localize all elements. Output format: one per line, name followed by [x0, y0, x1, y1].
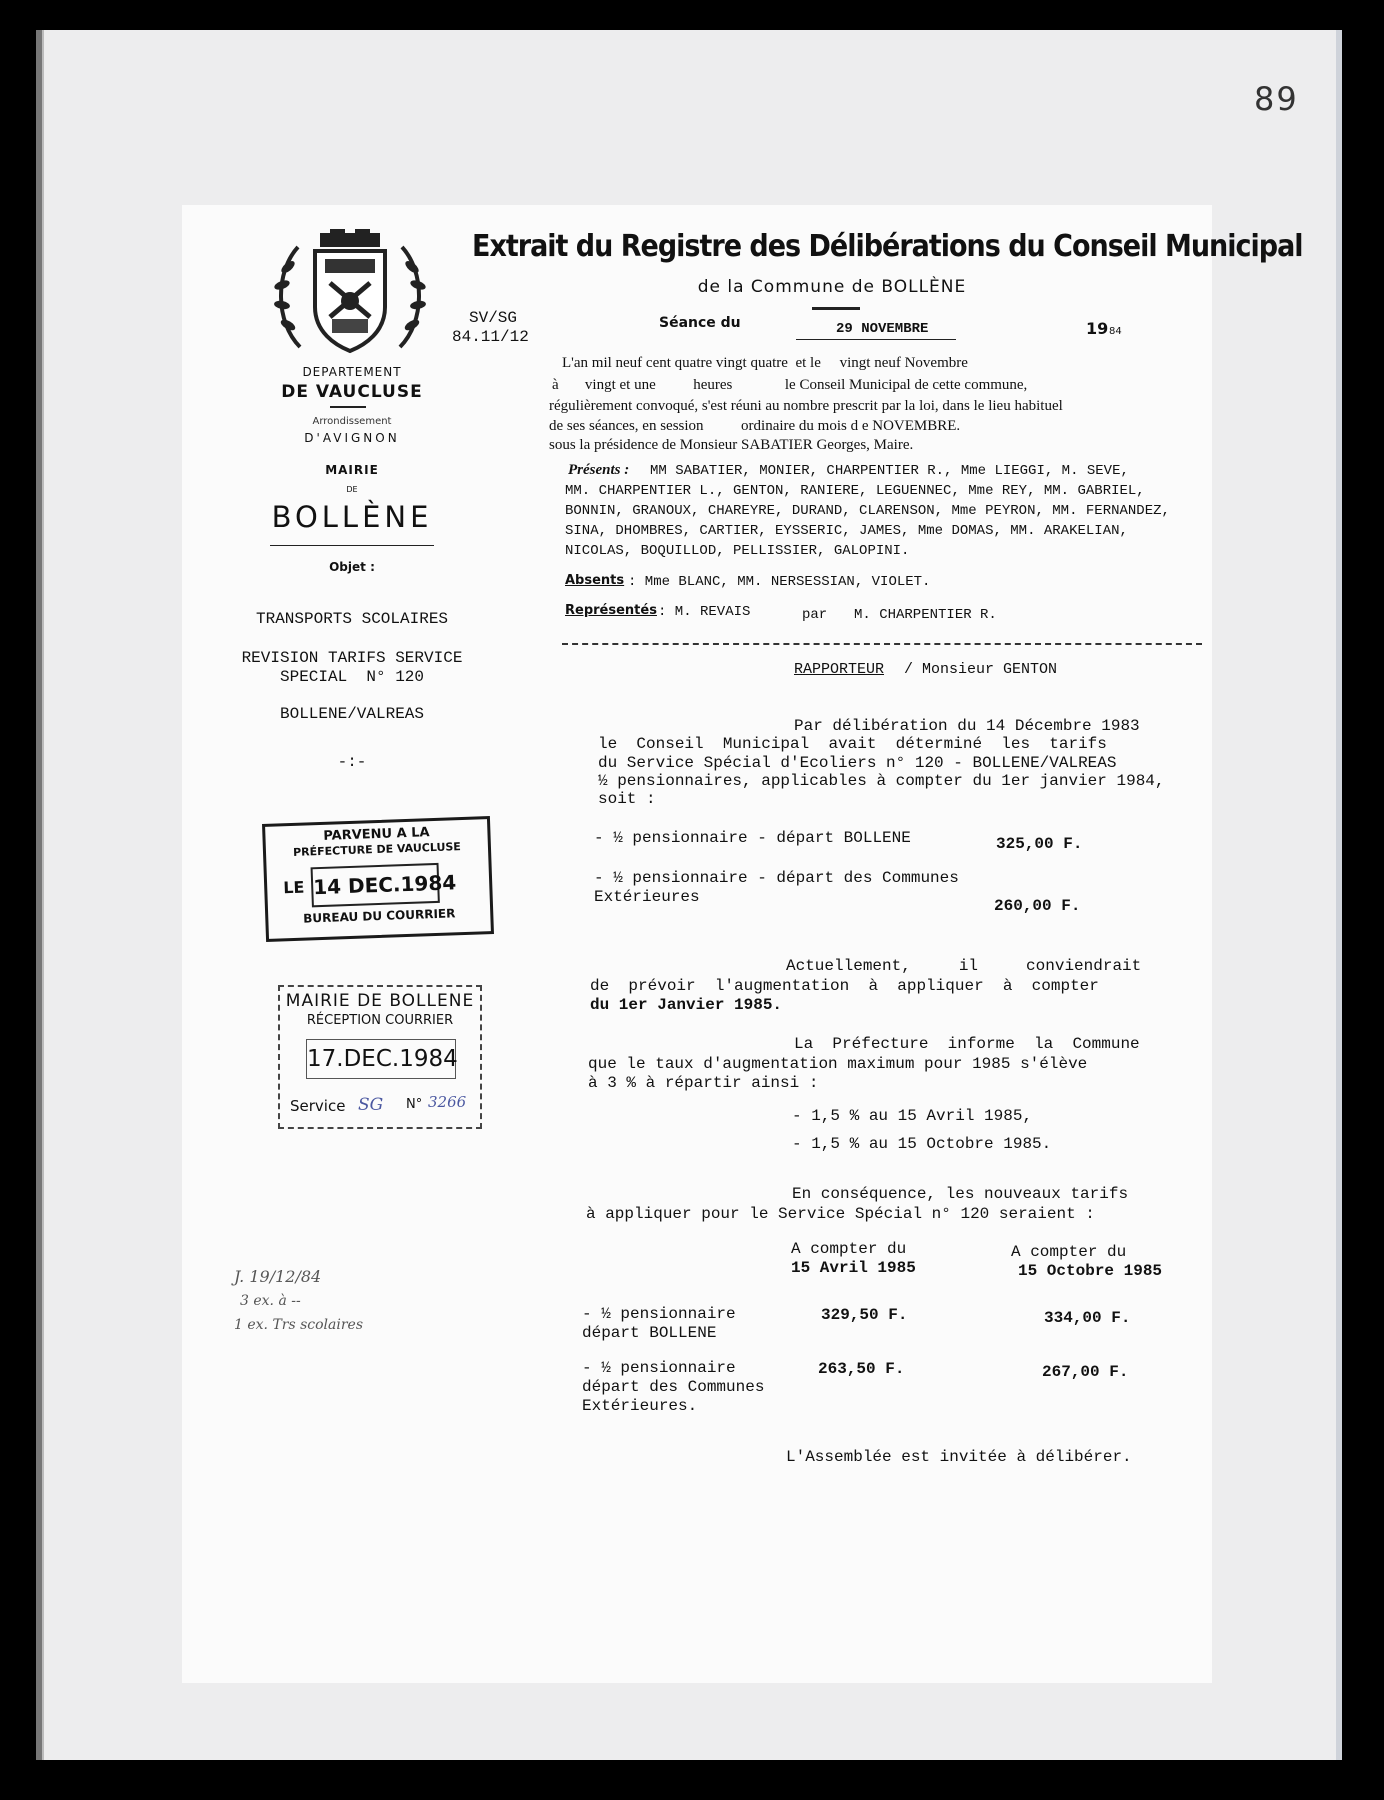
body-p2-line-1: Actuellement, il conviendrait — [786, 957, 1142, 975]
stamp-prefecture-line2: PRÉFECTURE DE VAUCLUSE — [292, 840, 462, 859]
tarif-2-label-1: - ½ pensionnaire - départ des Communes — [594, 869, 959, 887]
objet-line-2: REVISION TARIFS SERVICE — [241, 649, 463, 667]
tarif-1-label: - ½ pensionnaire - départ BOLLENE — [594, 829, 911, 847]
town-name: BOLLÈNE — [271, 500, 433, 534]
absents-label: Absents — [565, 573, 625, 588]
page-number: 89 — [1254, 80, 1299, 118]
presents-line-1: MM SABATIER, MONIER, CHARPENTIER R., Mme LIEGGI, M. SEVE, — [650, 463, 1129, 479]
reference-2: 84.11/12 — [452, 328, 529, 346]
preamble-line-2: à vingt et une heures le Conseil Municipal de cette commune, — [552, 377, 1028, 393]
body-p3-line-2: que le taux d'augmentation maximum pour 1985 s'élève — [588, 1055, 1088, 1073]
mairie-label: MAIRIE — [325, 463, 379, 477]
scanned-page — [36, 30, 1342, 1760]
handwritten-note-1: J. 19/12/84 — [234, 1267, 322, 1286]
document-title: Extrait du Registre des Délibérations du Conseil Municipal — [472, 229, 1303, 264]
stamp-mairie-number-label: N° — [406, 1097, 423, 1112]
presents-label: Présents : — [568, 462, 630, 478]
stamp-mairie-line1: MAIRIE DE BOLLENE — [285, 991, 475, 1011]
closing-statement: L'Assemblée est invitée à délibérer. — [786, 1448, 1132, 1466]
section-divider — [562, 643, 1202, 645]
reference-1: SV/SG — [469, 309, 518, 327]
table-row-1-label-2: départ BOLLENE — [582, 1324, 717, 1342]
stamp-mairie-number-value: 3266 — [428, 1093, 467, 1111]
stamp-prefecture-line1: PARVENU A LA — [323, 825, 430, 844]
seance-label: Séance du — [659, 315, 741, 331]
document-sheet — [182, 205, 1303, 1683]
stamp-mairie-service-label: Service — [290, 1097, 346, 1115]
representes-by: M. CHARPENTIER R. — [854, 607, 997, 623]
objet-line-4: BOLLENE/VALREAS — [279, 705, 425, 723]
arrondissement-label: Arrondissement — [312, 416, 392, 427]
table-row-2-label-1: - ½ pensionnaire — [582, 1359, 736, 1377]
stamp-mairie-date: 17.DEC.1984 — [306, 1039, 456, 1079]
body-p1-line-3: du Service Spécial d'Ecoliers n° 120 - BOLLENE/VALREAS — [598, 754, 1117, 772]
handwritten-note-3: 1 ex. Trs scolaires — [234, 1317, 364, 1333]
preamble-line-5: sous la présidence de Monsieur SABATIER Georges, Maire. — [549, 437, 914, 453]
table-row-2-label-3: Extérieures. — [582, 1397, 698, 1415]
body-p1-line-4: ½ pensionnaires, applicables à compter du 1er janvier 1984, — [598, 772, 1165, 790]
rapporteur-name: / Monsieur GENTON — [904, 661, 1058, 678]
presents-line-4: SINA, DHOMBRES, CARTIER, EYSSERIC, JAMES, Mme DOMAS, MM. ARAKELIAN, — [565, 523, 1128, 539]
absents-value: : Mme BLANC, MM. NERSESSIAN, VIOLET. — [628, 574, 931, 590]
table-row-2-value-2: 267,00 F. — [1042, 1363, 1129, 1381]
preamble-line-4: de ses séances, en session ordinaire du mois d e NOVEMBRE. — [549, 418, 961, 434]
representes-par: par — [802, 607, 828, 623]
representes-label: Représentés — [565, 603, 657, 618]
body-p1-line-1: Par délibération du 14 Décembre 1983 — [794, 717, 1140, 735]
tarif-2-value: 260,00 F. — [994, 897, 1081, 915]
table-col-2-header-2: 15 Octobre 1985 — [1018, 1262, 1163, 1280]
objet-label: Objet : — [329, 560, 375, 574]
body-p2-line-3: du 1er Janvier 1985. — [590, 996, 783, 1014]
table-row-1-value-2: 334,00 F. — [1044, 1309, 1131, 1327]
mairie-reception-stamp — [278, 985, 482, 1129]
table-col-2-header-1: A compter du — [1011, 1243, 1127, 1261]
department-label: DEPARTEMENT — [302, 365, 402, 379]
preamble-line-3: régulièrement convoqué, s'est réuni au nombre prescrit par la loi, dans le lieu habituel — [549, 398, 1063, 414]
rate-2: - 1,5 % au 15 Octobre 1985. — [792, 1135, 1052, 1153]
rate-1: - 1,5 % au 15 Avril 1985, — [792, 1107, 1033, 1125]
presents-line-2: MM. CHARPENTIER L., GENTON, RANIERE, LEGUENNEC, Mme REY, MM. GABRIEL, — [565, 483, 1145, 499]
presents-line-3: BONNIN, GRANOUX, CHAREYRE, DURAND, CLARENSON, Mme PEYRON, MM. FERNANDEZ, — [565, 503, 1170, 519]
stamp-mairie-line2: RÉCEPTION COURRIER — [306, 1013, 454, 1028]
stamp-mairie-service-value: SG — [358, 1095, 384, 1115]
body-p3-line-3: à 3 % à répartir ainsi : — [588, 1074, 819, 1092]
table-row-2-label-2: départ des Communes — [582, 1378, 765, 1396]
table-col-1-header-2: 15 Avril 1985 — [791, 1259, 916, 1277]
body-p4-line-2: à appliquer pour le Service Spécial n° 120 seraient : — [586, 1205, 1095, 1223]
stamp-prefecture-le: LE — [282, 877, 305, 898]
arrondissement-name: D'AVIGNON — [304, 431, 400, 445]
tarif-2-label-2: Extérieures — [594, 888, 700, 906]
table-row-1-label-1: - ½ pensionnaire — [582, 1305, 736, 1323]
body-p1-line-2: le Conseil Municipal avait déterminé les tarifs — [598, 735, 1107, 753]
tarif-1-value: 325,00 F. — [996, 835, 1083, 853]
objet-line-1: TRANSPORTS SCOLAIRES — [255, 610, 449, 628]
document-subtitle: de la Commune de BOLLÈNE — [697, 277, 967, 297]
objet-separator: -:- — [337, 753, 367, 771]
body-p3-line-1: La Préfecture informe la Commune — [794, 1035, 1140, 1053]
objet-line-3: SPECIAL N° 120 — [279, 668, 425, 686]
seance-year-suffix: 84 — [1109, 326, 1122, 337]
body-p1-line-5: soit : — [598, 790, 656, 808]
preamble-line-1: L'an mil neuf cent quatre vingt quatre et le vingt neuf Novembre — [562, 355, 968, 371]
body-p2-line-2: de prévoir l'augmentation à appliquer à compter — [590, 977, 1099, 995]
de-label: DE — [346, 485, 358, 494]
handwritten-note-2: 3 ex. à -- — [240, 1293, 301, 1309]
stamp-prefecture-date: 14 DEC.1984 — [311, 863, 440, 907]
table-col-1-header-1: A compter du — [791, 1240, 907, 1258]
representes-value: : M. REVAIS — [658, 604, 751, 620]
stamp-prefecture-bureau: BUREAU DU COURRIER — [302, 906, 456, 926]
rapporteur-label: RAPPORTEUR — [794, 661, 885, 678]
department-name: DE VAUCLUSE — [281, 382, 423, 402]
prefecture-stamp — [262, 816, 494, 942]
body-p4-line-1: En conséquence, les nouveaux tarifs — [792, 1185, 1129, 1203]
table-row-1-value-1: 329,50 F. — [821, 1306, 908, 1324]
coat-of-arms-icon — [270, 227, 430, 357]
presents-line-5: NICOLAS, BOQUILLOD, PELLISSIER, GALOPINI. — [565, 543, 910, 559]
seance-year-prefix: 19 — [1086, 319, 1109, 338]
table-row-2-value-1: 263,50 F. — [818, 1360, 905, 1378]
seance-date: 29 NOVEMBRE — [836, 321, 929, 337]
